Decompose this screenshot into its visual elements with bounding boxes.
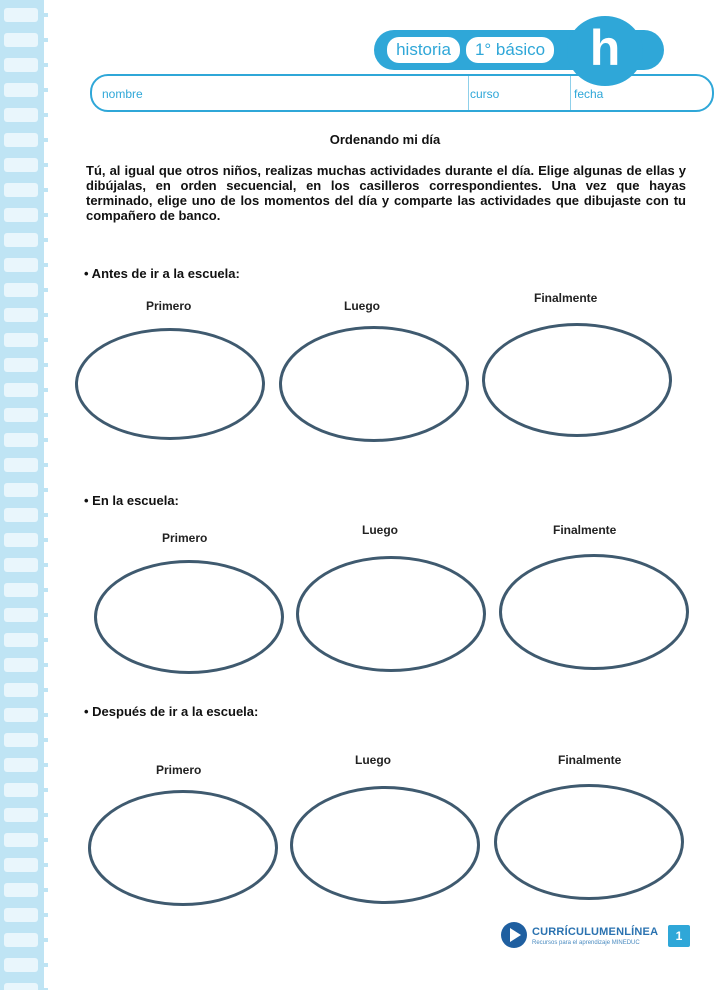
drawing-box[interactable]: [75, 328, 265, 440]
footer-brand: CURRÍCULUMENLÍNEA: [532, 926, 659, 938]
drawing-box[interactable]: [94, 560, 284, 674]
subject-logo-icon: h: [567, 16, 643, 86]
info-divider: [468, 76, 469, 110]
curriculum-logo-icon: [500, 921, 528, 949]
student-info-bar: [90, 74, 714, 112]
step-label-first: Primero: [146, 299, 192, 313]
drawing-box[interactable]: [499, 554, 689, 670]
worksheet-instructions: Tú, al igual que otros niños, realizas muchas actividades durante el día. Elige algunas de ellas y dibújalas, en orden secuencial, en los casilleros correspondientes. Una vez que hayas terminado, elige uno de los momentos del día y comparte las actividades que dibujaste con tu compañero de banco.: [86, 163, 686, 223]
drawing-box[interactable]: [88, 790, 278, 906]
step-label-finally: Finalmente: [553, 523, 617, 537]
step-label-finally: Finalmente: [558, 753, 622, 767]
grade-tag: 1° básico: [466, 37, 554, 63]
name-field-label[interactable]: nombre: [102, 87, 143, 101]
drawing-box[interactable]: [279, 326, 469, 442]
step-label-first: Primero: [156, 763, 202, 777]
course-field-label[interactable]: curso: [470, 87, 500, 101]
step-label-first: Primero: [162, 531, 208, 545]
info-divider: [570, 76, 571, 110]
section-heading: • Antes de ir a la escuela:: [84, 266, 240, 281]
notebook-spine: [0, 0, 52, 990]
step-label-then: Luego: [344, 299, 380, 313]
step-label-finally: Finalmente: [534, 291, 598, 305]
page-number: 1: [668, 925, 690, 947]
notebook-spine-pattern: [0, 0, 52, 990]
worksheet-title: Ordenando mi día: [329, 132, 441, 147]
drawing-box[interactable]: [494, 784, 684, 900]
drawing-box[interactable]: [296, 556, 486, 672]
subject-tag: historia: [387, 37, 460, 63]
drawing-box[interactable]: [482, 323, 672, 437]
section-heading: • Después de ir a la escuela:: [84, 704, 259, 719]
drawing-box[interactable]: [290, 786, 480, 904]
footer-tagline: Recursos para el aprendizaje MINEDUC: [532, 940, 640, 946]
step-label-then: Luego: [355, 753, 391, 767]
section-heading: • En la escuela:: [84, 493, 179, 508]
step-label-then: Luego: [362, 523, 398, 537]
date-field-label[interactable]: fecha: [574, 87, 604, 101]
